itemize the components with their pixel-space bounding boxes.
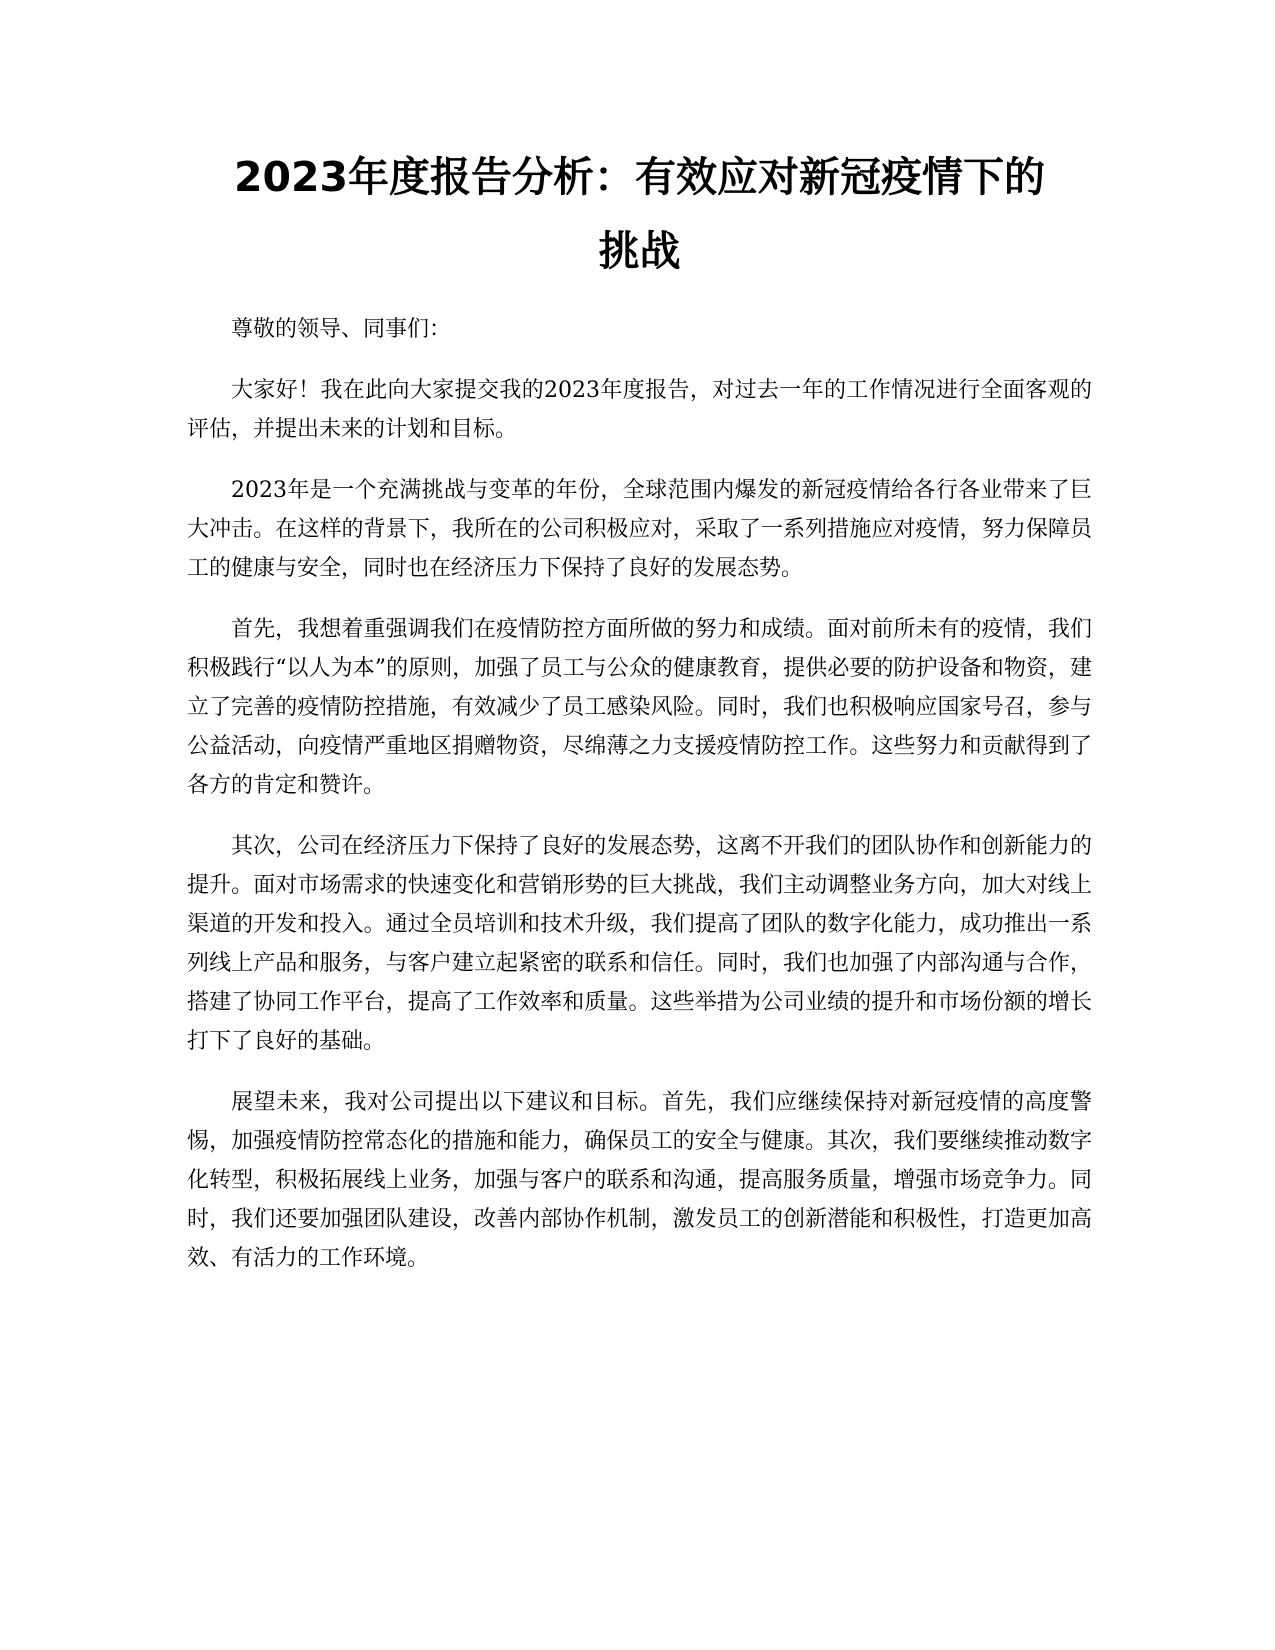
salutation-paragraph: 尊敬的领导、同事们： (231, 317, 452, 342)
document-title-line-1: 2023年度报告分析：有效应对新冠疫情下的 (233, 153, 1046, 201)
document-title-line-2: 挑战 (598, 227, 681, 275)
document-body (187, 140, 1092, 1300)
document-title (187, 140, 1092, 288)
background-paragraph: 2023年是一个充满挑战与变革的年份，全球范围内爆发的新冠疫情给各行各业带来了巨大冲击。在这样的背景下，我所在的公司积极应对，采取了一系列措施应对疫情，努力保障员工的健康与安全，同时也在经济压力下保持了良好的发展态势。 (187, 478, 1092, 581)
greeting-paragraph: 大家好！我在此向大家提交我的2023年度报告，对过去一年的工作情况进行全面客观的评估，并提出未来的计划和目标。 (187, 378, 1092, 442)
outlook-paragraph: 展望未来，我对公司提出以下建议和目标。首先，我们应继续保持对新冠疫情的高度警惕，加强疫情防控常态化的措施和能力，确保员工的安全与健康。其次，我们要继续推动数字化转型，积极拓展线上业务，加强与客户的联系和沟通，提高服务质量，增强市场竞争力。同时，我们还要加强团队建设，改善内部协作机制，激发员工的创新潜能和积极性，打造更加高效、有活力的工作环境。 (187, 1090, 1092, 1271)
epidemic-control-paragraph: 首先，我想着重强调我们在疫情防控方面所做的努力和成绩。面对前所未有的疫情，我们积极践行“以人为本”的原则，加强了员工与公众的健康教育，提供必要的防护设备和物资，建立了完善的疫情防控措施，有效减少了员工感染风险。同时，我们也积极响应国家号召，参与公益活动，向疫情严重地区捐赠物资，尽绵薄之力支援疫情防控工作。这些努力和贡献得到了各方的肯定和赞许。 (187, 617, 1092, 798)
development-paragraph: 其次，公司在经济压力下保持了良好的发展态势，这离不开我们的团队协作和创新能力的提升。面对市场需求的快速变化和营销形势的巨大挑战，我们主动调整业务方向，加大对线上渠道的开发和投入。通过全员培训和技术升级，我们提高了团队的数字化能力，成功推出一系列线上产品和服务，与客户建立起紧密的联系和信任。同时，我们也加强了内部沟通与合作，搭建了协同工作平台，提高了工作效率和质量。这些举措为公司业绩的提升和市场份额的增长打下了良好的基础。 (187, 834, 1092, 1054)
